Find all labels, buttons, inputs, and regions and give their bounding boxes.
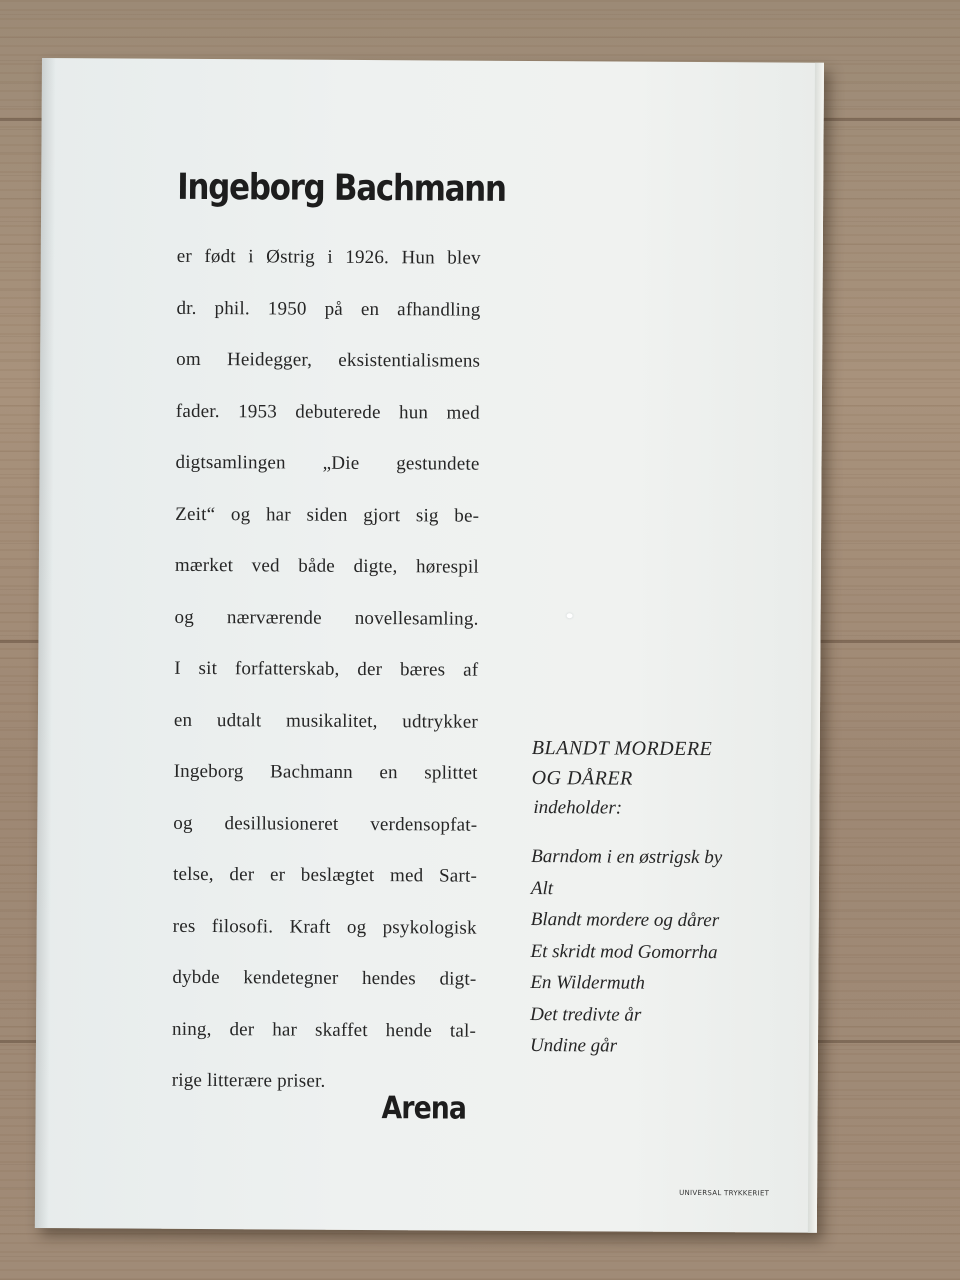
bio-line: og nærværende novellesamling. [174, 606, 479, 630]
story-title: Blandt mordere og dårer [530, 909, 720, 932]
story-list [530, 841, 791, 1063]
publisher-logo: Arena [381, 1090, 467, 1127]
story-title: Alt [530, 877, 554, 899]
story-title: En Wildermuth [530, 972, 645, 994]
bio-line: mærket ved både digte, hørespil [174, 554, 479, 578]
bio-line: fader. 1953 debuterede hun med [175, 400, 480, 424]
contains-label: indeholder: [533, 797, 623, 819]
author-biography [172, 231, 481, 1108]
bio-line: telse, der er beslægtet med Sart- [172, 863, 478, 887]
spine-shadow [35, 58, 56, 1228]
page-edge [808, 63, 824, 1233]
bio-line: er født i Østrig i 1926. Hun blev [176, 245, 481, 269]
cover-scuff-mark [567, 613, 573, 618]
printer-imprint: UNIVERSAL TRYKKERIET [679, 1188, 770, 1198]
story-title: Et skridt mod Gomorrha [530, 940, 718, 963]
book-title-line: BLANDT MORDERE [531, 737, 713, 761]
bio-line: en udtalt musikalitet, udtrykker [173, 709, 479, 733]
table-of-contents [530, 733, 792, 1063]
book-title-line: OG DÅRER [531, 767, 633, 790]
bio-line: om Heidegger, eksistentialismens [176, 348, 481, 372]
story-title: Undine går [529, 1034, 618, 1057]
story-title: Barndom i en østrigsk by [531, 846, 723, 869]
bio-line: res filosofi. Kraft og psykologisk [172, 915, 477, 939]
story-title: Det tredivte år [530, 1003, 642, 1026]
author-heading: Ingeborg Bachmann [177, 166, 506, 210]
bio-line: digtsamlingen „Die gestundete [175, 451, 480, 475]
book-back-cover [35, 58, 824, 1233]
bio-line: Zeit“ og har siden gjort sig be- [175, 503, 480, 527]
bio-line: I sit forfatterskab, der bæres af [174, 657, 479, 681]
bio-line: dr. phil. 1950 på en afhandling [176, 297, 481, 321]
bio-line: og desillusioneret verdensopfat- [173, 812, 478, 836]
bio-line: Ingeborg Bachmann en splittet [173, 760, 478, 784]
bio-line: ning, der har skaffet hende tal- [172, 1018, 477, 1042]
bio-line: dybde kendetegner hendes digt- [172, 966, 477, 990]
bio-line: rige litterære priser. [171, 1069, 326, 1092]
